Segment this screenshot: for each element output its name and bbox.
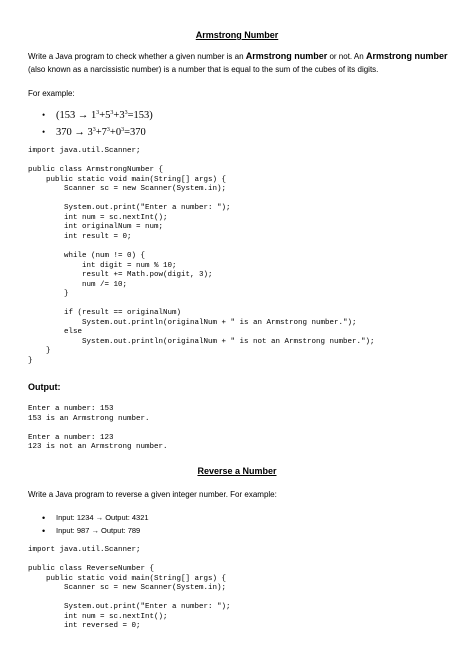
intro-text-2: or not. An [327,52,366,61]
armstrong-code-block: import java.util.Scanner; public class ArmstrongNumber { public static void main(String[] args) { Scanner sc = new Scanner(System.in); System.out.print("Enter a number: "); int num = sc.nextInt(); int originalNum = num; int result = 0; while (num != 0) { int digit = num % 10; result += Math.pow(digit, 3); num /= 10; } if (result == originalNum) System.out.println(originalNum + " is an Armstrong number."); else System.out.println(originalNum + " is not an Armstrong number."); } } [28,147,375,366]
armstrong-intro [28,50,458,76]
armstrong-title: Armstrong Number [195,30,279,40]
intro-bold-1: Armstrong number [245,51,328,61]
intro-text-1: Write a Java program to check whether a given number is an [28,52,246,61]
bullet-icon: • [42,127,46,137]
for-example-label: For example: [28,89,75,98]
armstrong-examples [28,109,153,139]
bullet-icon: • [42,525,46,536]
list-item: • $(153 \to 1^3+5^3+3^3=153)$ [42,110,153,121]
output-label: Output: [28,382,61,392]
intro-text-3: (also known as a narcissistic number) is a number that is equal to the sum of the cubes of its digits. [28,64,379,74]
reverse-title: Reverse a Number [197,466,277,476]
intro-bold-2: Armstrong number [365,51,448,61]
reverse-intro: Write a Java program to reverse a given integer number. For example: [28,490,277,499]
reverse-code-block: import java.util.Scanner; public class ReverseNumber { public static void main(String[] args) { Scanner sc = new Scanner(System.in); System.out.print("Enter a number: "); int num = sc.nextInt(); int reversed = 0; [28,546,231,631]
reverse-examples [28,512,149,537]
list-item: • Input: 1234 → Output: 4321 [42,513,149,523]
list-item: • $370 \to 3^3+7^3+0^3=370$ [42,127,146,138]
bullet-icon: • [42,110,46,120]
output-block: Enter a number: 153 153 is an Armstrong number. Enter a number: 123 123 is not an Armstrong number. [28,405,168,452]
list-item: • Input: 987 → Output: 789 [42,525,141,536]
bullet-icon: • [42,513,46,523]
